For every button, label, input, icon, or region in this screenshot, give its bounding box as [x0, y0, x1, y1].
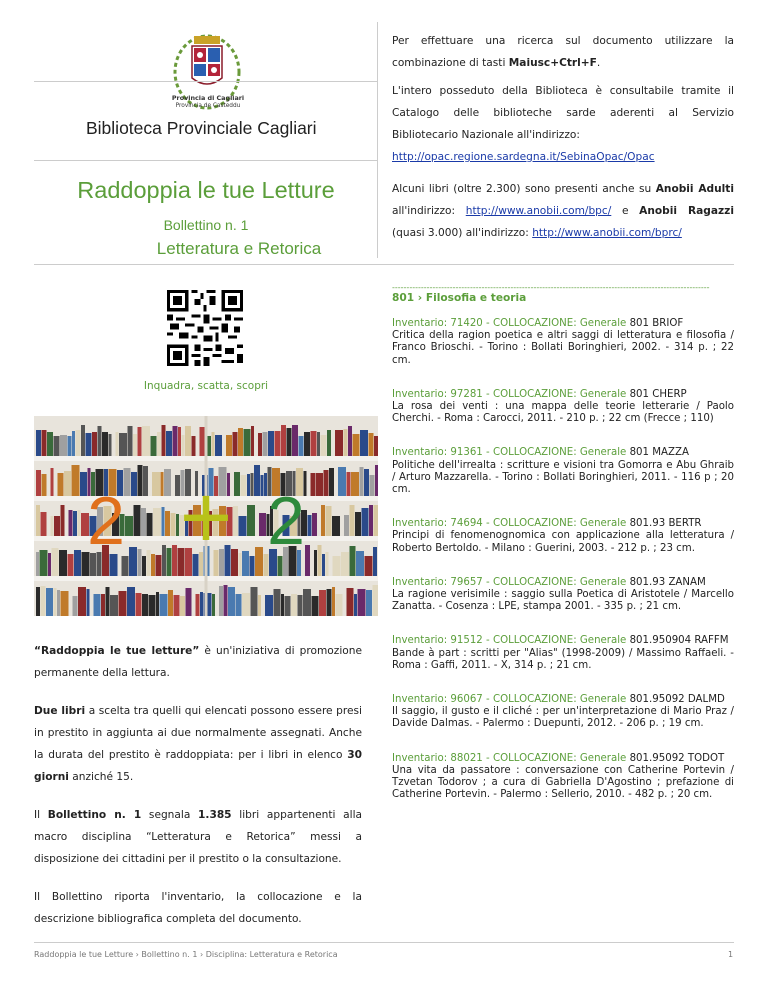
book-spine	[116, 432, 119, 456]
book-spine	[42, 430, 47, 456]
book-spine	[153, 508, 161, 536]
book-spine	[142, 556, 146, 576]
book-spine	[251, 587, 258, 616]
book-spine	[350, 546, 356, 576]
book-spine	[365, 556, 373, 576]
book-spine	[274, 589, 281, 616]
entry-collocation: - COLLOCAZIONE: Generale	[482, 518, 630, 530]
book-spine	[162, 507, 165, 536]
book-spine	[285, 596, 291, 616]
book-spine	[238, 428, 243, 456]
book-spine	[36, 587, 40, 616]
book-spine	[265, 595, 273, 616]
book-spine	[224, 585, 228, 616]
book-spine	[364, 469, 369, 496]
bulletin-number: Bollettino n. 1	[163, 217, 249, 233]
book-spine	[268, 431, 274, 456]
entry-shelfmark: 801 CHERP	[629, 388, 687, 400]
qr-code-icon[interactable]	[167, 290, 243, 366]
book-spine	[347, 588, 354, 616]
book-spine	[81, 425, 85, 456]
book-spine	[72, 465, 80, 496]
book-spine	[74, 550, 81, 576]
list-item	[392, 694, 734, 731]
book-spine	[127, 587, 135, 616]
book-spine	[110, 595, 118, 616]
book-spine	[355, 512, 361, 536]
book-spine	[69, 510, 73, 536]
entry-collocation: - COLLOCAZIONE: Generale	[482, 318, 630, 329]
book-spine	[332, 587, 335, 616]
intro-highlight: Bollettino n. 1	[47, 809, 142, 821]
book-spine	[316, 473, 323, 496]
book-spine	[324, 470, 329, 496]
book-spine	[212, 432, 215, 456]
book-spine	[54, 516, 60, 536]
shortcut-keys: Maiusc+Ctrl+F	[508, 57, 597, 69]
book-spine	[326, 506, 332, 536]
book-spine	[369, 433, 374, 456]
entry-inventory: Inventario: 88021	[392, 752, 483, 764]
list-item	[392, 389, 734, 426]
book-spine	[92, 432, 97, 456]
book-spine	[106, 587, 110, 616]
book-spine	[128, 426, 133, 456]
book-spine	[176, 514, 179, 536]
book-spine	[174, 595, 180, 616]
intro-text-span: Il	[34, 809, 48, 821]
book-spine	[40, 550, 48, 576]
dashed-separator: --------------------------------------------------------------------------------------------------------------	[392, 283, 710, 292]
book-spine	[228, 587, 235, 616]
book-spine	[287, 428, 292, 456]
book-spine	[178, 427, 181, 456]
book-spine	[142, 426, 150, 456]
book-spine	[141, 508, 146, 536]
book-spine	[219, 586, 223, 616]
book-spine	[226, 435, 232, 456]
intro-text-span: è un'iniziativa di promozione permanente della lettura.	[34, 645, 362, 679]
anobii-ragazzi-label: Anobii Ragazzi	[639, 205, 734, 217]
book-spine	[312, 513, 317, 536]
book-spine	[138, 427, 142, 456]
photo-number-left: 2	[87, 483, 125, 559]
book-spine	[78, 587, 86, 616]
entry-shelfmark: 801.950904 RAFFM	[629, 635, 729, 647]
intro-text-span: anziché 15.	[68, 771, 134, 783]
book-spine	[142, 594, 148, 616]
book-spine	[304, 432, 310, 456]
book-spine	[321, 505, 325, 536]
entry-shelfmark: 801.93 ZANAM	[629, 576, 706, 588]
book-spine	[322, 554, 325, 576]
entry-shelfmark: 801.95092 DALMD	[629, 694, 725, 706]
book-spine	[254, 465, 260, 496]
book-spine	[51, 516, 54, 536]
entry-inventory: Inventario: 71420	[392, 318, 483, 329]
book-spine	[350, 505, 355, 536]
book-spine	[247, 474, 250, 496]
book-spine	[151, 554, 155, 576]
book-spine	[156, 592, 159, 616]
entry-shelfmark: 801.95092 TODOT	[629, 752, 725, 764]
book-spine	[250, 556, 255, 576]
book-spine	[164, 469, 171, 496]
book-spine	[336, 594, 343, 616]
book-spine	[356, 551, 364, 576]
entry-shelfmark: 801 MAZZA	[629, 447, 689, 459]
info-text: Alcuni libri (oltre 2.300) sono presenti anche su	[392, 183, 656, 195]
intro-text-span: libri appartenenti alla macro disciplina “Letteratura e Retorica” messi a disposizione dei cittadini per il prestito o la consultazione.	[34, 809, 363, 865]
entry-inventory: Inventario: 97281	[392, 388, 483, 400]
book-spine	[251, 473, 254, 496]
book-spine	[344, 515, 349, 536]
book-spine	[80, 472, 87, 496]
book-spine	[182, 435, 185, 456]
entry-collocation: - COLLOCAZIONE: Generale	[482, 694, 630, 706]
book-spine	[192, 436, 196, 456]
book-spine	[109, 434, 112, 456]
entry-inventory: Inventario: 91361	[392, 447, 483, 459]
book-spine	[173, 426, 178, 456]
province-name-text: Provincia di Cagliari	[171, 94, 245, 102]
book-spine	[241, 475, 247, 496]
book-spine	[59, 550, 67, 576]
book-spine	[54, 436, 60, 456]
book-spine	[57, 590, 60, 616]
info-text: all'indirizzo:	[392, 205, 466, 217]
book-spine	[60, 435, 67, 456]
book-spine	[281, 425, 286, 456]
book-spine	[61, 591, 69, 616]
book-spine	[344, 429, 348, 456]
info-text: (quasi 3.000) all'indirizzo:	[392, 227, 533, 239]
book-spine	[186, 588, 192, 616]
book-spine	[258, 433, 262, 456]
book-spine	[311, 431, 317, 456]
intro-highlight: 30 giorni	[34, 749, 362, 783]
book-spine	[147, 513, 153, 536]
book-spine	[335, 430, 343, 456]
book-spine	[255, 547, 263, 576]
book-spine	[68, 436, 72, 456]
book-spine	[76, 430, 81, 456]
bookshelf-photo	[34, 416, 378, 616]
entry-inventory: Inventario: 74694	[392, 518, 483, 530]
book-spine	[41, 512, 47, 536]
book-spine	[64, 471, 71, 496]
entry-description: Critica della ragion poetica e altri saggi di letteratura e filosofia / Franco Brioschi. - Torino : Bollati Boringhieri, 2002. - 314 p. ; 22 cm.	[392, 330, 734, 366]
divider	[34, 264, 734, 265]
book-spine	[360, 467, 364, 496]
entry-description: Bande à part : scritti per "Alias" (1998-2009) / Massimo Raffaeli. - Roma : Gaffi, 2011. - X, 314 p. ; 21 cm.	[392, 647, 734, 671]
catalog-link[interactable]: http://opac.regione.sardegna.it/SebinaOpac/Opac	[392, 151, 655, 163]
book-spine	[51, 468, 54, 496]
book-spine	[351, 472, 359, 496]
book-spine	[46, 588, 53, 616]
book-spine	[259, 513, 266, 536]
book-spine	[54, 588, 57, 616]
book-spine	[373, 547, 377, 576]
book-spine	[133, 434, 137, 456]
book-spine	[370, 475, 375, 496]
page-number: 1	[728, 950, 734, 959]
book-spine	[299, 436, 304, 456]
book-spine	[354, 594, 357, 616]
book-spine	[332, 516, 340, 536]
book-spine	[275, 431, 281, 456]
book-spine	[347, 472, 351, 496]
intro-text	[34, 640, 362, 946]
book-spine	[131, 472, 137, 496]
entry-description: Una vita da passatore : conversazione con Catherine Portevin / Tzvetan Todorov ; a cura di Gabriella D'Agostino ; prefazione di Catherine Portevin. - Palermo : Sellerio, 2010. - 482 p. ; 20 cm.	[392, 764, 734, 801]
anobii-adulti-link[interactable]: http://www.anobii.com/bpc/	[465, 205, 612, 217]
photo-number-right: 2	[267, 483, 305, 559]
entry-description: La rosa dei venti : una mappa delle teorie letterarie / Paolo Cherchi. - Roma : Carocci, 2011. - 210 p. ; 22 cm (Frecce ; 110)	[392, 401, 734, 425]
book-spine	[303, 589, 311, 616]
book-spine	[134, 505, 141, 536]
book-spine	[319, 590, 326, 616]
book-spine	[166, 431, 172, 456]
book-spine	[242, 593, 250, 616]
entry-description: Politiche dell'irrealta : scritture e visioni tra Gomorra e Abu Ghraib / Arturo Mazzarella. - Torino : Bollati Boringhieri, 2011. - 116 p ; 20 cm.	[392, 459, 734, 496]
entry-collocation: - COLLOCAZIONE: Generale	[482, 388, 630, 400]
book-spine	[311, 473, 316, 496]
book-spine	[68, 554, 74, 576]
book-spine	[36, 430, 41, 456]
entry-collocation: - COLLOCAZIONE: Generale	[482, 447, 630, 459]
book-spine	[36, 470, 41, 496]
list-item	[392, 447, 734, 496]
book-spine	[161, 472, 164, 496]
book-spine	[215, 435, 222, 456]
book-spine	[138, 549, 142, 576]
list-item	[392, 753, 734, 802]
book-spine	[119, 433, 127, 456]
book-spine	[317, 432, 320, 456]
book-spine	[212, 594, 215, 616]
library-name: Biblioteca Provinciale Cagliari	[86, 118, 317, 138]
entry-inventory: Inventario: 96067	[392, 694, 483, 706]
intro-highlight: Due libri	[34, 705, 86, 717]
book-spine	[61, 505, 65, 536]
book-spine	[360, 430, 368, 456]
list-item	[392, 635, 734, 672]
book-spine	[157, 432, 161, 456]
book-spine	[129, 547, 137, 576]
book-spine	[167, 548, 172, 576]
book-spine	[98, 426, 102, 456]
page-title: Raddoppia le tue Letture	[77, 177, 335, 203]
entry-shelfmark: 801.93 BERTR	[629, 518, 702, 530]
book-spine	[200, 592, 203, 616]
entry-list	[392, 318, 734, 823]
book-spine	[373, 585, 379, 616]
book-spine	[165, 511, 170, 536]
book-spine	[242, 551, 249, 576]
book-spine	[119, 591, 127, 616]
book-spine	[258, 595, 261, 616]
anobii-adulti-label: Anobii Adulti	[655, 183, 734, 195]
book-spine	[247, 505, 255, 536]
book-spine	[369, 505, 373, 536]
book-spine	[52, 548, 59, 576]
intro-highlight: “Raddoppia le tue letture”	[34, 645, 200, 657]
qr-caption: Inquadra, scatta, scopri	[143, 380, 269, 392]
province-name	[0, 94, 416, 110]
book-spine	[72, 431, 75, 456]
book-spine	[180, 596, 185, 616]
book-spine	[374, 505, 379, 536]
book-spine	[152, 472, 160, 496]
book-spine	[234, 472, 240, 496]
book-spine	[327, 430, 331, 456]
book-spine	[41, 586, 46, 616]
book-spine	[94, 594, 101, 616]
book-spine	[338, 467, 346, 496]
info-text: e	[611, 205, 640, 217]
book-spine	[73, 596, 78, 616]
book-spine	[305, 545, 310, 576]
list-item	[392, 318, 734, 367]
book-spine	[73, 511, 77, 536]
footer-breadcrumb: Raddoppia le tue Letture › Bollettino n. 1 › Disciplina: Letteratura e Retorica	[34, 950, 338, 959]
book-spine	[48, 553, 51, 576]
entry-shelfmark: 801 BRIOF	[629, 318, 684, 329]
book-spine	[86, 433, 92, 456]
info-text: Per effettuare una ricerca sul documento utilizzare la combinazione di tasti	[392, 35, 734, 69]
book-spine	[172, 545, 177, 576]
book-spine	[125, 516, 133, 536]
book-spine	[151, 436, 157, 456]
book-spine	[156, 555, 162, 576]
book-spine	[341, 552, 349, 576]
book-spine	[58, 473, 64, 496]
book-spine	[261, 475, 264, 496]
intro-text-span: a scelta tra quelli qui elencati possono essere presi in prestito in aggiunta ai due normalmente assegnati. Anche la durata del prestito è raddoppiata: per i libri in elenco	[34, 705, 362, 761]
book-spine	[233, 432, 238, 456]
book-spine	[314, 550, 317, 576]
entry-description: Il saggio, il gusto e il cliché : per un'interpretazione di Mario Praz / Davide Dalmas. - Palermo : Duepunti, 2012. - 206 p. ; 19 cm.	[392, 706, 734, 730]
book-spine	[362, 508, 369, 536]
book-spine	[333, 556, 341, 576]
book-spine	[375, 465, 378, 496]
province-sub-text: Provincia de Casteddu	[175, 103, 241, 109]
book-spine	[149, 595, 156, 616]
book-spine	[87, 589, 90, 616]
entry-inventory: Inventario: 91512	[392, 635, 483, 647]
search-info	[392, 30, 734, 244]
book-spine	[42, 474, 47, 496]
intro-text-span: segnala	[141, 809, 199, 821]
divider	[34, 160, 378, 161]
book-spine	[233, 506, 238, 536]
list-item	[392, 577, 734, 614]
book-spine	[236, 594, 242, 616]
entry-collocation: - COLLOCAZIONE: Generale	[482, 576, 630, 588]
divider	[34, 942, 734, 943]
book-spine	[326, 552, 329, 576]
book-spine	[374, 436, 378, 456]
intro-paragraph: Il Bollettino riporta l'inventario, la collocazione e la descrizione bibliografica completa del documento.	[34, 891, 362, 925]
book-spine	[102, 432, 108, 456]
intro-highlight: 1.385	[198, 809, 232, 821]
book-spine	[278, 556, 283, 576]
divider	[34, 81, 378, 82]
discipline-title: Letteratura e Retorica	[156, 239, 322, 258]
book-spine	[160, 594, 168, 616]
book-spine	[366, 590, 372, 616]
book-spine	[312, 596, 319, 616]
section-heading: 801 › Filosofia e teoria	[392, 292, 527, 304]
book-spine	[327, 589, 332, 616]
book-spine	[138, 465, 143, 496]
book-spine	[36, 505, 40, 536]
book-spine	[239, 553, 242, 576]
book-spine	[291, 594, 297, 616]
entry-description: Principi di fenomenognomica con applicazione alla letteratura / Roberto Bertoldo. - Milano : Guerini, 2003. - 212 p. ; 23 cm.	[392, 530, 734, 554]
catalog-info: L'intero posseduto della Biblioteca è consultabile tramite il Catalogo delle biblioteche sarde aderenti al Servizio Bibliotecario Nazionale all'indirizzo:	[392, 85, 734, 141]
book-spine	[47, 432, 53, 456]
book-spine	[321, 435, 327, 456]
book-spine	[101, 594, 105, 616]
list-item	[392, 518, 734, 555]
book-spine	[136, 593, 142, 616]
entry-inventory: Inventario: 79657	[392, 576, 483, 588]
book-spine	[263, 432, 268, 456]
info-text: .	[596, 57, 601, 69]
book-spine	[196, 594, 200, 616]
book-spine	[308, 515, 312, 536]
book-spine	[122, 556, 129, 576]
book-spine	[171, 513, 176, 536]
book-spine	[318, 545, 322, 576]
book-spine	[168, 590, 173, 616]
photo-plus: +	[179, 468, 233, 568]
entry-collocation: - COLLOCAZIONE: Generale	[482, 635, 630, 647]
book-spine	[143, 466, 148, 496]
book-spine	[251, 426, 254, 456]
book-spine	[329, 468, 334, 496]
book-spine	[292, 425, 298, 456]
book-spine	[281, 594, 284, 616]
book-spine	[298, 595, 303, 616]
anobii-ragazzi-link[interactable]: http://www.anobii.com/bprc/	[532, 227, 682, 239]
book-spine	[185, 426, 191, 456]
book-spine	[353, 434, 360, 456]
book-spine	[244, 429, 251, 456]
book-spine	[162, 425, 166, 456]
book-spine	[78, 510, 81, 536]
entry-collocation: - COLLOCAZIONE: Generale	[482, 752, 630, 764]
book-spine	[36, 552, 39, 576]
book-spine	[358, 589, 366, 616]
entry-description: La ragione verisimile : saggio sulla Poetica di Aristotele / Marcello Zanatta. - Cosenza : LPE, stampa 2001. - 335 p. ; 21 cm.	[392, 589, 734, 613]
book-spine	[162, 545, 166, 576]
book-spine	[239, 516, 247, 536]
book-spine	[348, 426, 352, 456]
book-spine	[147, 550, 151, 576]
